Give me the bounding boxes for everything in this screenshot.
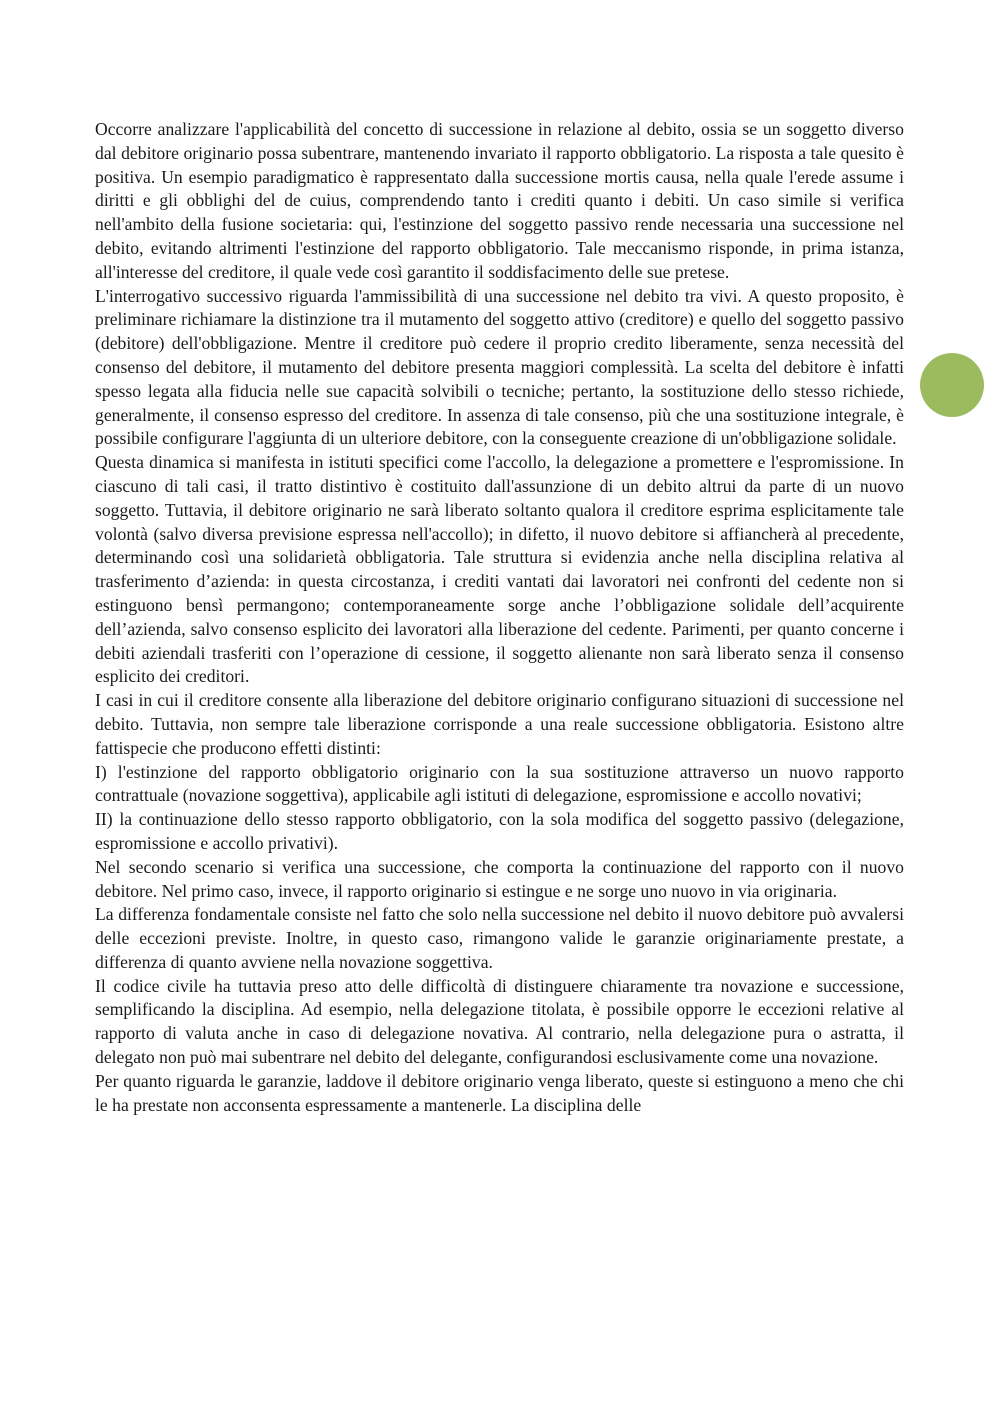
body-text	[95, 118, 904, 1117]
paragraph-inter-vivos: L'interrogativo successivo riguarda l'ammissibilità di una successione nel debito tra vivi. A questo proposito, è preliminare richiamare la distinzione tra il mutamento del soggetto attivo (creditore) e quello del soggetto passivo (debitore) dell'obbligazione. Mentre il creditore può cedere il proprio credito liberamente, senza necessità del consenso del debitore, il mutamento del debitore presenta maggiori complessità. La scelta del debitore è infatti spesso legata alla fiducia nelle sue capacità solvibili o tecniche; pertanto, la sostituzione dello stesso richiede, generalmente, il consenso espresso del creditore. In assenza di tale consenso, più che una sostituzione integrale, è possibile configurare l'aggiunta di un ulteriore debitore, con la conseguente creazione di un'obbligazione solidale.	[95, 285, 904, 449]
paragraph-civil-code: Il codice civile ha tuttavia preso atto delle difficoltà di distinguere chiaramente tra novazione e successione, semplificando la disciplina. Ad esempio, nella delegazione titolata, è possibile opporre le eccezioni relative al rapporto di valuta anche in caso di delegazione novativa. Al contrario, nella delegazione pura o astratta, il delegato non può mai subentrare nel debito del delegante, configurandosi esclusivamente come una novazione.	[95, 975, 904, 1068]
list-item-continuation: II) la continuazione dello stesso rapporto obbligatorio, con la sola modifica del soggetto passivo (delegazione, espromissione e accollo privativi).	[95, 809, 904, 853]
decorative-green-circle	[920, 353, 984, 417]
paragraph-succession-intro: Occorre analizzare l'applicabilità del concetto di successione in relazione al debito, ossia se un soggetto diverso dal debitore originario possa subentrare, mantenendo invariato il rapporto obbligatorio. La risposta a tale quesito è positiva. Un esempio paradigmatico è rappresentato dalla successione mortis causa, nella quale l'erede assume i diritti e gli obblighi del de cuius, comprendendo tanto i crediti quanto i debiti. Un caso simile si verifica nell'ambito della fusione societaria: qui, l'estinzione del soggetto passivo rende necessaria una successione nel debito, evitando altrimenti l'estinzione del rapporto obbligatorio. Tale meccanismo risponde, in prima istanza, all'interesse del creditore, il quale vede così garantito il soddisfacimento delle sue pretese.	[95, 119, 904, 282]
paragraph-fundamental-difference: La differenza fondamentale consiste nel fatto che solo nella successione nel debito il nuovo debitore può avvalersi delle eccezioni previste. Inoltre, in questo caso, rimangono valide le garanzie originariamente prestate, a differenza di quanto avviene nella novazione soggettiva.	[95, 904, 904, 972]
paragraph-liberation-cases: I casi in cui il creditore consente alla liberazione del debitore originario configurano situazioni di successione nel debito. Tuttavia, non sempre tale liberazione corrisponde a una reale successione obbligatoria. Esistono altre fattispecie che producono effetti distinti:	[95, 690, 904, 758]
list-item-novation: I) l'estinzione del rapporto obbligatorio originario con la sua sostituzione attraverso un nuovo rapporto contrattuale (novazione soggettiva), applicabile agli istituti di delegazione, espromissione e accollo novativi;	[95, 761, 904, 806]
paragraph-accollo-delegation: Questa dinamica si manifesta in istituti specifici come l'accollo, la delegazione a promettere e l'espromissione. In ciascuno di tali casi, il tratto distintivo è costituito dall'assunzione di un debito altrui da parte di un nuovo soggetto. Tuttavia, il debitore originario ne sarà liberato soltanto qualora il creditore esprima esplicitamente tale volontà (salvo diversa previsione espressa nell'accollo); in difetto, il nuovo debitore si affiancherà al precedente, determinando così una solidarietà obbligatoria. Tale struttura si evidenzia anche nella disciplina relativa al trasferimento d’azienda: in questa circostanza, i crediti vantati dai lavoratori nei confronti del cedente non si estinguono bensì permangono; contemporaneamente sorge anche l’obbligazione solidale dell’acquirente dell’azienda, salvo consenso esplicito dei lavoratori alla liberazione del cedente. Parimenti, per quanto concerne i debiti aziendali trasferiti con l’operazione di cessione, il soggetto alienante non sarà liberato senza il consenso esplicito dei creditori.	[95, 452, 904, 687]
paragraph-second-scenario: Nel secondo scenario si verifica una successione, che comporta la continuazione del rapporto con il nuovo debitore. Nel primo caso, invece, il rapporto originario si estingue e ne sorge uno nuovo in via originaria.	[95, 856, 904, 901]
paragraph-guarantees: Per quanto riguarda le garanzie, laddove il debitore originario venga liberato, queste si estinguono a meno che chi le ha prestate non acconsenta espressamente a mantenerle. La disciplina delle	[95, 1070, 904, 1115]
